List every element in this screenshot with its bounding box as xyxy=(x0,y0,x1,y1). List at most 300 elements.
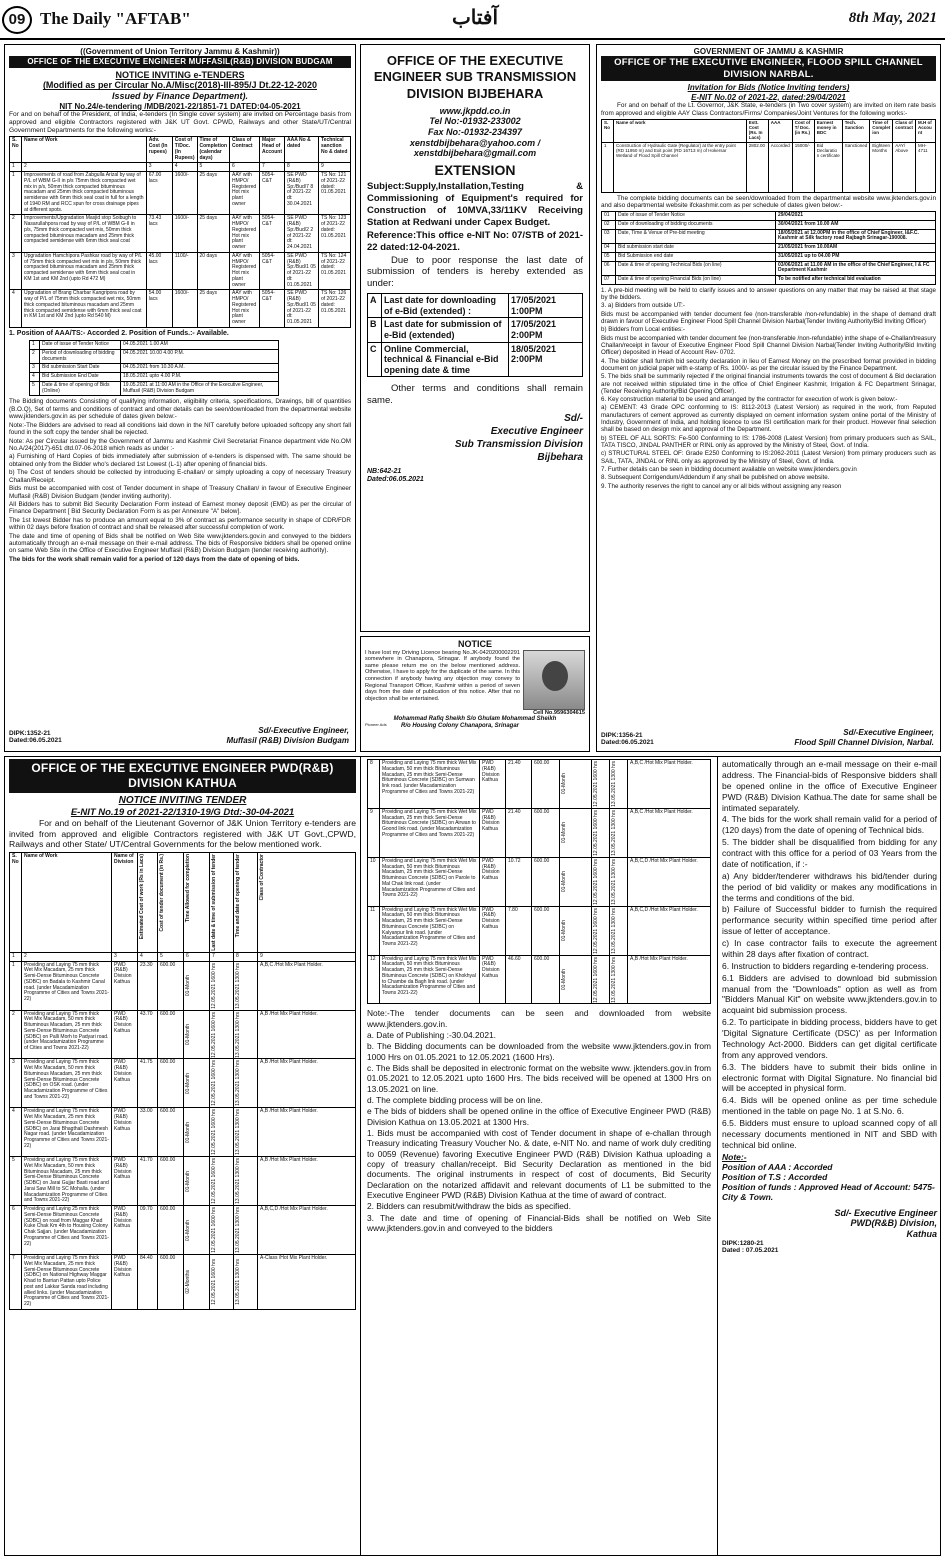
docs-text: The complete bidding documents can be seen/downloaded from the departmental website www.jktenders.gov.in and also departmental website ifckashmir.com as per schedule of dates given below:- xyxy=(601,194,936,210)
cell xyxy=(592,760,610,809)
cell: Bid Submission end date xyxy=(616,252,776,261)
notice-text: I have lost my Driving Licence bearing No.JK-0420200002291 somewhere in Chanapora, Srinagar. If anybody found the same please return me on the below mentioned address. Otherwise, I have to apply for the duplicate of the same. In this connection if anybody having any objection may convey to Regional Transport Officer, Kashmir within a period of seven days from the date of publication of this notice. After that no objection shall be entertained. xyxy=(365,649,520,702)
cell-text: 13.05.2021 1300 hrs xyxy=(611,907,617,954)
table-row xyxy=(30,364,279,373)
conditions-text xyxy=(722,759,937,1151)
owner-address: R/o Housing Colony Chanapora, Srinagar xyxy=(401,723,520,730)
dipk-block xyxy=(9,730,62,745)
table-row xyxy=(602,220,936,229)
cell xyxy=(184,1059,210,1108)
cell: A-Class /Hot Mix Plant Holder. xyxy=(258,1255,356,1310)
col-sno: S. No xyxy=(10,853,22,953)
paragraph: b) Bidders from Local entities:- xyxy=(601,326,685,334)
col-cost: Estimated Cost of work (Rs in Lacs) xyxy=(139,854,145,940)
cell-text: 01-Month xyxy=(561,920,567,942)
extension-table xyxy=(367,293,583,377)
paragraph: 2. Bidders can resubmit/withdraw the bids as specified. xyxy=(367,1201,571,1212)
cell: Online Commercial, technical & Financial e-Bid opening date & time xyxy=(382,342,509,377)
owner-name: Mohammad Rafiq Sheikh S/o Ghulam Mohammad Sheikh xyxy=(393,716,557,723)
cell-text: 12.05.2021 1600 hrs xyxy=(211,1158,217,1205)
paragraph: 4. The bids for the work shall remain valid for a period of (120 days) from the date of opening of Technical bids. xyxy=(722,814,937,836)
cell: 600.00 xyxy=(158,1108,184,1157)
positions-line: 1. Position of AAA/TS:- Accorded 2. Position of Funds.:- Available. xyxy=(9,329,229,337)
signature-line: Sd/-Executive Engineer, xyxy=(843,728,934,738)
signature-block xyxy=(367,412,583,464)
paragraph: c) In case contractor fails to execute the agreement within 28 days after fixation of contract. xyxy=(722,938,937,959)
notice-title: NOTICE INVITING TENDER xyxy=(118,795,247,806)
cell-text: 01-Month xyxy=(185,1121,191,1143)
table-row xyxy=(10,1255,356,1310)
body-text xyxy=(601,287,936,490)
cell: A,B /Hot Mix Plant Holder. xyxy=(258,1108,356,1157)
gov-heading: ((Government of Union Territory Jammu & Kashmir)) xyxy=(80,47,280,56)
cell-number: Cell No.9596304615 xyxy=(533,709,585,716)
table-row xyxy=(602,276,936,285)
works-table-a xyxy=(9,852,356,1310)
dipk-number: DIPK:1280-21 xyxy=(722,1239,764,1247)
paragraph: Bids must be accompanied with cost of Tender document in shape of Treasury Challan/ in favour of Executive Engineer Muffasil (R&B) Division Budgam (tender inviting authority). xyxy=(9,485,351,500)
kathua-middle-column xyxy=(363,757,715,1555)
paragraph: 7. Further details can be seen in bidding document available on website www.jktenders.gov.in xyxy=(601,465,857,473)
cell xyxy=(234,1255,258,1310)
cell xyxy=(610,857,628,906)
col-name: Name of work xyxy=(614,120,747,143)
cell: Period of downloading of bidding documents xyxy=(40,349,121,364)
paragraph: a) CEMENT: 43 Grade OPC conforming to IS: 8112-2013 (Latest Version) as required in the work, from Reputed manufacturers of cement approved as currently displayed on cement information system online portal of the Ministry of Industry, Government of India, and holding licence to use ISI certification mark for their product. However final selection shall be based on design mix and approval of the Department. xyxy=(601,404,936,434)
nb-date: Dated:06.05.2021 xyxy=(367,476,424,484)
cell: 03 xyxy=(602,229,616,244)
cell: 21.40 xyxy=(506,808,532,857)
cell: Providing and Laying 75 mm thick Wet Mix Macadam, 50 mm thick Bituminous Macadam, 25 mm thick Semi-Dense Bituminous Concrete (SDBC) on OSK road. (under Macadamization Programme of Cities and Towns 2021-22) xyxy=(22,1059,112,1108)
cell: A xyxy=(368,294,382,318)
col-class: Class of contract xyxy=(893,120,916,143)
col-time: Time of Completion (calendar days) xyxy=(197,137,230,163)
cell: PWD (R&B) Division Kathua xyxy=(480,955,506,1004)
cell: Bid Declaratio n certificate xyxy=(814,142,842,192)
table-row xyxy=(368,857,711,906)
cell xyxy=(610,906,628,955)
cell: 10.72 xyxy=(506,857,532,906)
paragraph: 8. Subsequent Corrigendum/Addendum if any shall be published on above website. xyxy=(601,474,830,482)
table-row xyxy=(368,906,711,955)
cell: 3 xyxy=(10,1059,22,1108)
num-cell: 1 xyxy=(10,952,22,961)
cell xyxy=(592,857,610,906)
cell: Date, Time & Venue of Pre-bid meeting xyxy=(616,229,776,244)
cell-text: 01-Month xyxy=(561,968,567,990)
table-row xyxy=(10,1206,356,1255)
cell: 600.00 xyxy=(158,1010,184,1059)
signature-line: Sd/- Executive Engineer xyxy=(834,1207,937,1218)
cell xyxy=(210,1059,234,1108)
cell xyxy=(210,961,234,1010)
col-class: Class of Contractor xyxy=(259,854,265,901)
cell: 3 xyxy=(30,364,40,373)
cell-text: 02-Months xyxy=(185,1270,191,1294)
cell: Construction of Hydraulic Gate (Regulator) at the entry point (RD 11950 m) and Exit point (RD 16713 m) of Hokersar Wetland of Flood Spill Channel xyxy=(614,142,747,192)
cell: 1600/- xyxy=(172,172,197,215)
paragraph: e The bids of bidders shall be opened online in the office of Executive Engineer PWD (R&B) Division Kathua on 13.05.2021 at 1300 Hrs. xyxy=(367,1106,711,1127)
col-opening: Time and date of opening of tender xyxy=(235,854,241,938)
cell: PWD (R&B) Division Kathua xyxy=(112,961,138,1010)
paragraph: b) The Cost of tenders should be collected by introducing E-challan/ or simply uploading a copy of necessary Treasury Challan/Receipt. xyxy=(9,469,351,484)
cell: Eighteen Months xyxy=(870,142,893,192)
cell: 600.00 xyxy=(158,1157,184,1206)
extension-heading: EXTENSION xyxy=(434,161,516,178)
cell xyxy=(560,857,592,906)
cell: B xyxy=(368,318,382,342)
cell: 5 xyxy=(10,1157,22,1206)
cell: 5054- C&T xyxy=(260,172,285,215)
col-time: Time of Complet ion xyxy=(870,120,893,143)
cell xyxy=(234,1206,258,1255)
paragraph: Bids must be accompanied with tender document fee (non-transferable /non-refundable) inthe shape of e-Challan/treasury Challan/receipt in favour of Executive Engineer Flood Spill Channel Division Narbal(Tender Inviting Authority/Bid Inviting Officer) deposited in Head of Account Rev- 0702. xyxy=(601,334,936,357)
num-cell: 8 xyxy=(234,952,258,961)
paragraph: 3. The date and time of opening of Financial-Bids shall be notified on Web Site www.jktenders.gov.in and conveyed to the bidders xyxy=(367,1212,711,1233)
paragraph: automatically through an e-mail message on their e-mail address. The Financial-bids of Responsive bidders shall be opened online in the office of Executive Engineer PWD (R&B) Division Kathua.The date for same shall be intimated separately. xyxy=(722,759,937,813)
cell: AAY with HMPO/ Registered Hot mix plant owner xyxy=(230,252,260,290)
conditions-text xyxy=(367,1008,711,1233)
website: www.jkpdd.co.in xyxy=(439,105,511,116)
col-doc-cost: Cost of T/Doc. (In Rupees) xyxy=(172,137,197,163)
cell: 12 xyxy=(368,955,380,1004)
cell: 11 xyxy=(368,906,380,955)
dates-table xyxy=(601,211,936,285)
signature-line: Sd/- xyxy=(564,412,583,424)
cell-text: 12.05.2021 1600 hrs xyxy=(211,1011,217,1058)
dates-table xyxy=(29,340,279,396)
cell: 2802.00 xyxy=(746,142,768,192)
cell xyxy=(184,1255,210,1310)
paragraph: a. Date of Publishing :-30.04.2021. xyxy=(367,1030,496,1041)
cell: Date of issue of Tender Notice xyxy=(40,341,121,350)
cell-text: 12.05.2021 1600 hrs xyxy=(593,761,599,807)
cell: Upgradation Hamchipora Pashkar road by way of P/L of 75mm thick compacted wet mix in p/s, 50mm thick compacted bituminous macadam and 25mm thick compacted semidense with 6mm thick seal coat in KM 1st and KM 2nd (upto Rd 472 M) xyxy=(22,252,147,290)
cell: Date of issue of Tender Notice xyxy=(616,212,776,221)
cell xyxy=(210,1206,234,1255)
dipk-date: Dated : 07.05.2021 xyxy=(722,1247,779,1255)
cell: MH- 4711 xyxy=(916,142,936,192)
dipk-number: DIPK:1356-21 xyxy=(601,731,643,739)
signature-block xyxy=(226,726,349,745)
cell: 06 xyxy=(602,261,616,276)
cell: PWD (R&B) Division Kathua xyxy=(480,906,506,955)
cell: Providing and Laying 25 mm thick Semi-Dense Bituminous Concrete (SDBC) on road from Maggar Khad Kuke Chak Km 4th to Housing Colony Chak Sajjan. (under Macadamization Programme of Cities and Towns 2021-22) xyxy=(22,1206,112,1255)
issue-date: 8th May, 2021 xyxy=(848,10,937,26)
table-row xyxy=(10,1157,356,1206)
paragraph: b. The Bidding documents can be downloaded from the website www.jktenders.gov.in from 1000 Hrs on 01.05.2021 to 12.05.2021 (1600 Hrs). xyxy=(367,1041,711,1062)
cell: 5054- C&T xyxy=(260,215,285,253)
cell: A,B,C /Hot Mix Plant Holder. xyxy=(628,760,711,809)
cell xyxy=(560,808,592,857)
cell: A,B /Hot Mix Plant Holder. xyxy=(628,955,711,1004)
cell: A,B,C,D /Hot Mix Plant Holder. xyxy=(628,906,711,955)
cell: Date & time of opening of Bids (Online) xyxy=(40,381,121,396)
note-heading: Note:- xyxy=(722,1151,747,1162)
cell: Improvements/Upgradation Masjid stop Soibugh to Nasarullahpora road by way of P/L of WBM G-II in p/s, 75mm thick compacted wet mix, 50mm thick compacted bituminous macadam and 25mm thick compacted semidense with 6mm thick seal coat xyxy=(22,215,147,253)
cell-text: 01-Month xyxy=(561,871,567,893)
cell: Bid submission Start Date xyxy=(40,364,121,373)
cell-text: 12.05.2021 1600 hrs xyxy=(593,809,599,856)
cell: 18/05/2021 2:00PM xyxy=(509,342,583,377)
paragraph: 6.5. Bidders must ensure to upload scanned copy of all necessary documents mentioned in NIT and SBD with technical bid online. xyxy=(722,1118,937,1150)
paragraph: 9. The authority reserves the right to cancel any or all bids without assigning any reason xyxy=(601,482,842,490)
cell: 21/05/2021 from 10.00AM xyxy=(776,244,936,253)
cell: 15000/- xyxy=(792,142,814,192)
signature-line: Bijbehara xyxy=(537,451,583,463)
cell-text: 12.05.2021 1600 hrs xyxy=(211,1258,217,1305)
num-cell: 3 xyxy=(112,952,138,961)
cell: 2 xyxy=(10,1010,22,1059)
cell: 29/04/2021 xyxy=(776,212,936,221)
cell: 8 xyxy=(368,760,380,809)
cell: TS No: 121 of 2021-22 dated: 01.05.2021 xyxy=(319,172,351,215)
num-cell: 7 xyxy=(260,163,285,172)
paragraph: a) Any bidder/tenderer withdraws his bid/tender during the period of bid validity or makes any modifications in the terms and conditions of the bid. xyxy=(722,870,937,903)
paragraph: b) Failure of Successful bidder to furnish the required performance security within specified time period after issue of letter of acceptance. xyxy=(722,904,937,937)
cell: 41.70 xyxy=(138,1157,158,1206)
office-title: OFFICE OF THE EXECUTIVE ENGINEER SUB TRANSMISSION DIVISION BIJBEHARA xyxy=(373,53,577,101)
reference: Reference:This office e-NIT No: 07/STB of 2021-22 dated:12-04-2021. xyxy=(367,229,583,253)
col-time: Time Allowed for completion xyxy=(185,854,191,923)
cell: 7 xyxy=(10,1255,22,1310)
cell: Providing and Laying 75 mm thick Wet Mix Macadam, 50 mm thick Bituminous Macadam, 25 mm thick Semi-Dense Bituminous Concrete (SDBC) on Kalyanpur link road. (under Macadamization Programme of Cities and Towns 2021-22) xyxy=(380,906,480,955)
works-table xyxy=(601,119,936,193)
cell xyxy=(234,961,258,1010)
dipk-date: Dated:06.05.2021 xyxy=(9,737,62,745)
dipk-date: Dated:06.05.2021 xyxy=(601,739,654,747)
cell-text: 13.05.2021 1300 hrs xyxy=(235,1158,241,1205)
col-division: Name of Division xyxy=(112,853,138,953)
email: xenstdbijbehara@yahoo.com / xyxy=(409,137,541,148)
cell: AAY/ Above xyxy=(893,142,916,192)
cell: AAY with HMPO/ Registered Hot mix plant owner xyxy=(230,172,260,215)
cell-text: 12.05.2021 1600 hrs xyxy=(211,1109,217,1156)
table-row xyxy=(30,373,279,382)
cell: Improvements of road from Zabgulla Arizal by way of P/L of WBM G-II in p/s 75mm thick compacted wet mix in p/s, 50mm thick compacted bituminous macadam and 25mm thick compacted bituminous semidense with 6mm thick seal coat in full for a length of 1940 RM and RCC spun for cross drainage pipes at different spots. xyxy=(22,172,147,215)
num-cell: 7 xyxy=(210,952,234,961)
cell: 10 xyxy=(368,857,380,906)
cell: Sanctioned xyxy=(842,142,870,192)
num-cell: 1 xyxy=(10,163,22,172)
cell: 600.00 xyxy=(532,857,560,906)
cell xyxy=(560,760,592,809)
table-row xyxy=(10,172,351,215)
cell xyxy=(592,906,610,955)
cell xyxy=(560,955,592,1004)
cell: A,B,C,D /Hot Mix Plant Holder. xyxy=(258,1206,356,1255)
cell: 25 days xyxy=(197,172,230,215)
cell xyxy=(234,1059,258,1108)
cell: 01 xyxy=(602,212,616,221)
cell xyxy=(234,1108,258,1157)
cell-text: 12.05.2021 1600 hrs xyxy=(211,1207,217,1254)
agency-label: Pioneer Ads xyxy=(365,722,387,728)
cell: 600.00 xyxy=(532,955,560,1004)
invitation-title: Invitation for Bids (Notice Inviting tenders) xyxy=(687,83,850,93)
paragraph: 6.4. Bids will be opened online as per time schedule mentioned in the table on page No. 1 at S.No. 6. xyxy=(722,1095,937,1117)
cell xyxy=(184,1010,210,1059)
cell: 17/05/2021 1:00PM xyxy=(509,294,583,318)
cell-text: 13.05.2021 1300 hrs xyxy=(235,962,241,1009)
subject: Subject:Supply,Installation,Testing & Commissioning of Equipment's required for Construction of 10MVA,33/11KV Receiving Station at Redwani under Capex Budget. xyxy=(367,181,583,228)
dipk-block xyxy=(601,732,654,747)
table-row xyxy=(602,244,936,253)
cell: 600.00 xyxy=(532,760,560,809)
enit-number: E-NIT No.19 of 2021-22/1310-19/G Dtd:-30-04-2021 xyxy=(70,806,295,818)
cell: TS No: 124 of 2021-22 dated: 01.05.2021 xyxy=(319,252,351,290)
num-cell: 4 xyxy=(138,952,158,961)
cell: 4 xyxy=(10,1108,22,1157)
paragraph: All Bidders has to submit Bid Security Declaration Form instead of Earnest money deposit (EMD) as per the circular of Finance Department [ Bid Security Declaration Form is as per Annexure "A" below]. xyxy=(9,500,351,516)
cell: 2 xyxy=(10,215,22,253)
cell: 1 xyxy=(10,172,22,215)
cell: 04.05.2021 1.00 AM xyxy=(121,341,279,350)
signature-line: Muffasil (R&B) Division Budgam xyxy=(226,735,349,745)
signature-line: PWD(R&B) Division, xyxy=(850,1218,937,1229)
col-cost: Estt. Cost (Rs. In Lacs) xyxy=(746,120,768,143)
cell: 1100/- xyxy=(172,252,197,290)
col-sno: S. No xyxy=(602,120,614,143)
cell-text: 01-Month xyxy=(185,1023,191,1046)
cell xyxy=(210,1157,234,1206)
cell xyxy=(234,1157,258,1206)
table-row xyxy=(602,252,936,261)
table-row xyxy=(602,212,936,221)
paragraph: Note: As per Circular issued by the Government of Jammu and Kashmir Civil Secretariat Finance department vide No.OM No.A/24(2017)-651 dtd.07-06-2018 which reads as under :- xyxy=(9,437,351,452)
cell: 33.00 xyxy=(138,1108,158,1157)
page-number: 09 xyxy=(2,6,32,34)
num-cell: 8 xyxy=(285,163,319,172)
col-emd: Earnest money in BDC xyxy=(814,120,842,143)
cell: 03/06/2021 at 11.00 AM in the office of the Chief Engineer, I & FC Department Kashmir xyxy=(776,261,936,276)
signature-block xyxy=(722,1208,937,1240)
cell: 5054- C&T xyxy=(260,290,285,328)
due-text: Due to poor response the last date of submission of tenders is hereby extended as under: xyxy=(367,254,583,290)
col-adv-cost: Adv. Cost (In rupees) xyxy=(146,137,172,163)
cell: Accorded xyxy=(768,142,792,192)
kathua-left-column xyxy=(5,757,361,1555)
num-cell: 2 xyxy=(22,952,112,961)
cell: Providing and Laying 75 mm thick Wet Mix Macadam, 25 mm thick Semi-Dense Bituminous Concrete (SDBC) on Jarai Bhagthali Dashmesh Nagar road. (under Macadamization Programme of Cities and Towns 2021-22) xyxy=(22,1108,112,1157)
cell-text: 13.05.2021 1300 hrs xyxy=(235,1258,241,1305)
works-table-b xyxy=(367,759,711,1004)
cell: 1600/- xyxy=(172,290,197,328)
cell xyxy=(184,1157,210,1206)
num-cell: 3 xyxy=(146,163,172,172)
tel: Tel No:-01932-233002 xyxy=(429,116,521,127)
cell: Last date for submission of e-Bid (extended) xyxy=(382,318,509,342)
cell: Bid Submission End Date xyxy=(40,373,121,382)
cell-text: 12.05.2021 1600 hrs xyxy=(593,907,599,954)
cell: 45.00 lacs xyxy=(146,252,172,290)
cell: A,B /Hot Mix Plant Holder. xyxy=(258,1010,356,1059)
cell: 1 xyxy=(10,961,22,1010)
cell: 600.00 xyxy=(158,961,184,1010)
cell: 4 xyxy=(10,290,22,328)
cell xyxy=(210,1010,234,1059)
cell: 600.00 xyxy=(158,1059,184,1108)
cell-text: 12.05.2021 1600 hrs xyxy=(211,962,217,1009)
col-name: Name of Work xyxy=(22,137,147,163)
kathua-right-column xyxy=(717,757,941,1555)
cell: SE PWD (R&B) Sp:/Bud/2 2 of 2021-22 dt: 24.04.2021 xyxy=(285,215,319,253)
signature-block xyxy=(794,728,934,747)
cell: 5054- C&T xyxy=(260,252,285,290)
cell: 09.70 xyxy=(138,1206,158,1255)
cell: 5 xyxy=(30,381,40,396)
newspaper-name: The Daily "AFTAB" xyxy=(40,9,191,28)
lost-licence-notice xyxy=(360,636,590,752)
notice-title: NOTICE INVITING e-TENDERS xyxy=(115,69,245,80)
col-mh: M.H of Accou nt xyxy=(916,120,936,143)
table-row xyxy=(30,381,279,396)
cell xyxy=(610,808,628,857)
cell: AAY with HMPO/ Registered Hot mix plant owner xyxy=(230,290,260,328)
cell: 04.05.2021 10.00 4.00 P.M. xyxy=(121,349,279,364)
tender-ad-kathua xyxy=(4,756,941,1556)
cell: 73.43 lacs xyxy=(146,215,172,253)
position-aaa: Position of AAA : Accorded xyxy=(722,1161,833,1172)
modified-line: (Modified as per Circular No.A/Misc(2018)-III-895/J Dt.22-12-2020 xyxy=(42,80,318,91)
cell: 1 xyxy=(602,142,614,192)
cell: 31/05/2021 up to 04.00 PM xyxy=(776,252,936,261)
table-row xyxy=(10,1108,356,1157)
cell-text: 13.05.2021 1300 hrs xyxy=(611,761,617,807)
cell: 41.75 xyxy=(138,1059,158,1108)
paragraph: 6. Instruction to bidders regarding e-tendering process. xyxy=(722,960,929,971)
cell: Providing and Laying 75 mm thick Wet Mix Macadam, 50 mm thick Bituminous Macadam, 25 mm thick Semi-Dense Bituminous Concrete (SDBC) on Sumwan link road. (under Macadamization Programme of Cities and Towns 2021-22) xyxy=(380,760,480,809)
cell-text: 12.05.2021 1600 hrs xyxy=(593,858,599,905)
cell: 25 days xyxy=(197,290,230,328)
paragraph: Bids must be accompanied with tender document fee (non-transferable /non-refundable) in the shape of demand draft drawn in favour of Executive Engineer Flood Spill Channel Division Narbal(Tender Inviting Authority/Bid Inviting Officer) xyxy=(601,310,936,326)
cell: C xyxy=(368,342,382,377)
signature-line: Sub Transmission Division xyxy=(454,438,583,450)
cell xyxy=(184,961,210,1010)
cell-text: 01-Month xyxy=(185,1219,191,1241)
office-title: OFFICE OF THE EXECUTIVE ENGINEER MUFFASIL(R&B) DIVISION BUDGAM xyxy=(9,56,351,67)
cell: Providing and Laying 75 mm thick Wet Mix Macadam, 50 mm thick Bituminous Macadam, 25 mm thick Semi-Dense Bituminous Concrete (SDBC) on Palli Morh to Padyari road. (under Macadamization Programme of Cities and Towns 2021-22) xyxy=(22,1010,112,1059)
cell xyxy=(560,906,592,955)
cell: SE PWD (R&B) Sp:/Bud/1 05 of 2021-22 dt: 01.05.2021 xyxy=(285,290,319,328)
cell-text: 13.05.2021 1300 hrs xyxy=(611,956,617,1003)
paragraph: The 1st lowest Bidder has to produce an amount equal to 3% of contract as performance security in shape of CDR/FDR within 02 days before fixation of contract and shall be released after successful completion of work. xyxy=(9,516,351,532)
col-aaa: AAA xyxy=(768,120,792,143)
cell: A,B,C /Hot Mix Plant Holder. xyxy=(258,961,356,1010)
cell: PWD (R&B) Division Kathua xyxy=(112,1157,138,1206)
intro-text: For and on behalf of the Lt. Governor, J&K State, e-tenders (in Two cover system) are invited on item rate basis from approved and eligible AAY Class Contractors/Firms/ Companies/Joint Ventures for the following works:- xyxy=(601,102,936,117)
cell xyxy=(210,1108,234,1157)
paragraph: c. The Bids shall be deposited in electronic format on the website www. jktenders.gov.in from 01.05.2021 to 12.05.2021 upto 1600 Hrs. The bids received will be opened at 1300 Hrs on 13.05.2021 on line. xyxy=(367,1063,711,1094)
tender-ad-budgam xyxy=(4,44,356,752)
cell xyxy=(610,955,628,1004)
cell: 4 xyxy=(30,373,40,382)
cell xyxy=(184,1108,210,1157)
col-ts: Technical sanction No & dated xyxy=(319,137,351,163)
cell: 600.00 xyxy=(532,808,560,857)
table-row xyxy=(368,294,583,318)
body-text xyxy=(9,398,351,563)
cell: To be notified after technical bid evaluation xyxy=(776,276,936,285)
cell: Date & time of opening Financial Bids (on line) xyxy=(616,276,776,285)
intro-text: For and on behalf of the President, of India, e-tenders (In Single cover system) are invited on Percentage basis from approved and eligible Contractors registered with J&K UT Govt. CPWD, Railways and other State/UT/Central Government Departments for the following works:- xyxy=(9,111,351,134)
table-row xyxy=(368,955,711,1004)
cell: A,B,C /Hot Mix Plant Holder. xyxy=(628,808,711,857)
cell-text: 13.05.2021 1300 hrs xyxy=(611,809,617,856)
cell: SE PWD (R&B) Sp:/Bud/7 8 of 2021-22 dt: 30.04.2021 xyxy=(285,172,319,215)
table-row xyxy=(10,215,351,253)
paragraph: 1. A pre-bid meeting will be held to clarify issues and to answer questions on any matter that may be raised at that stage by the bidders. xyxy=(601,286,936,302)
